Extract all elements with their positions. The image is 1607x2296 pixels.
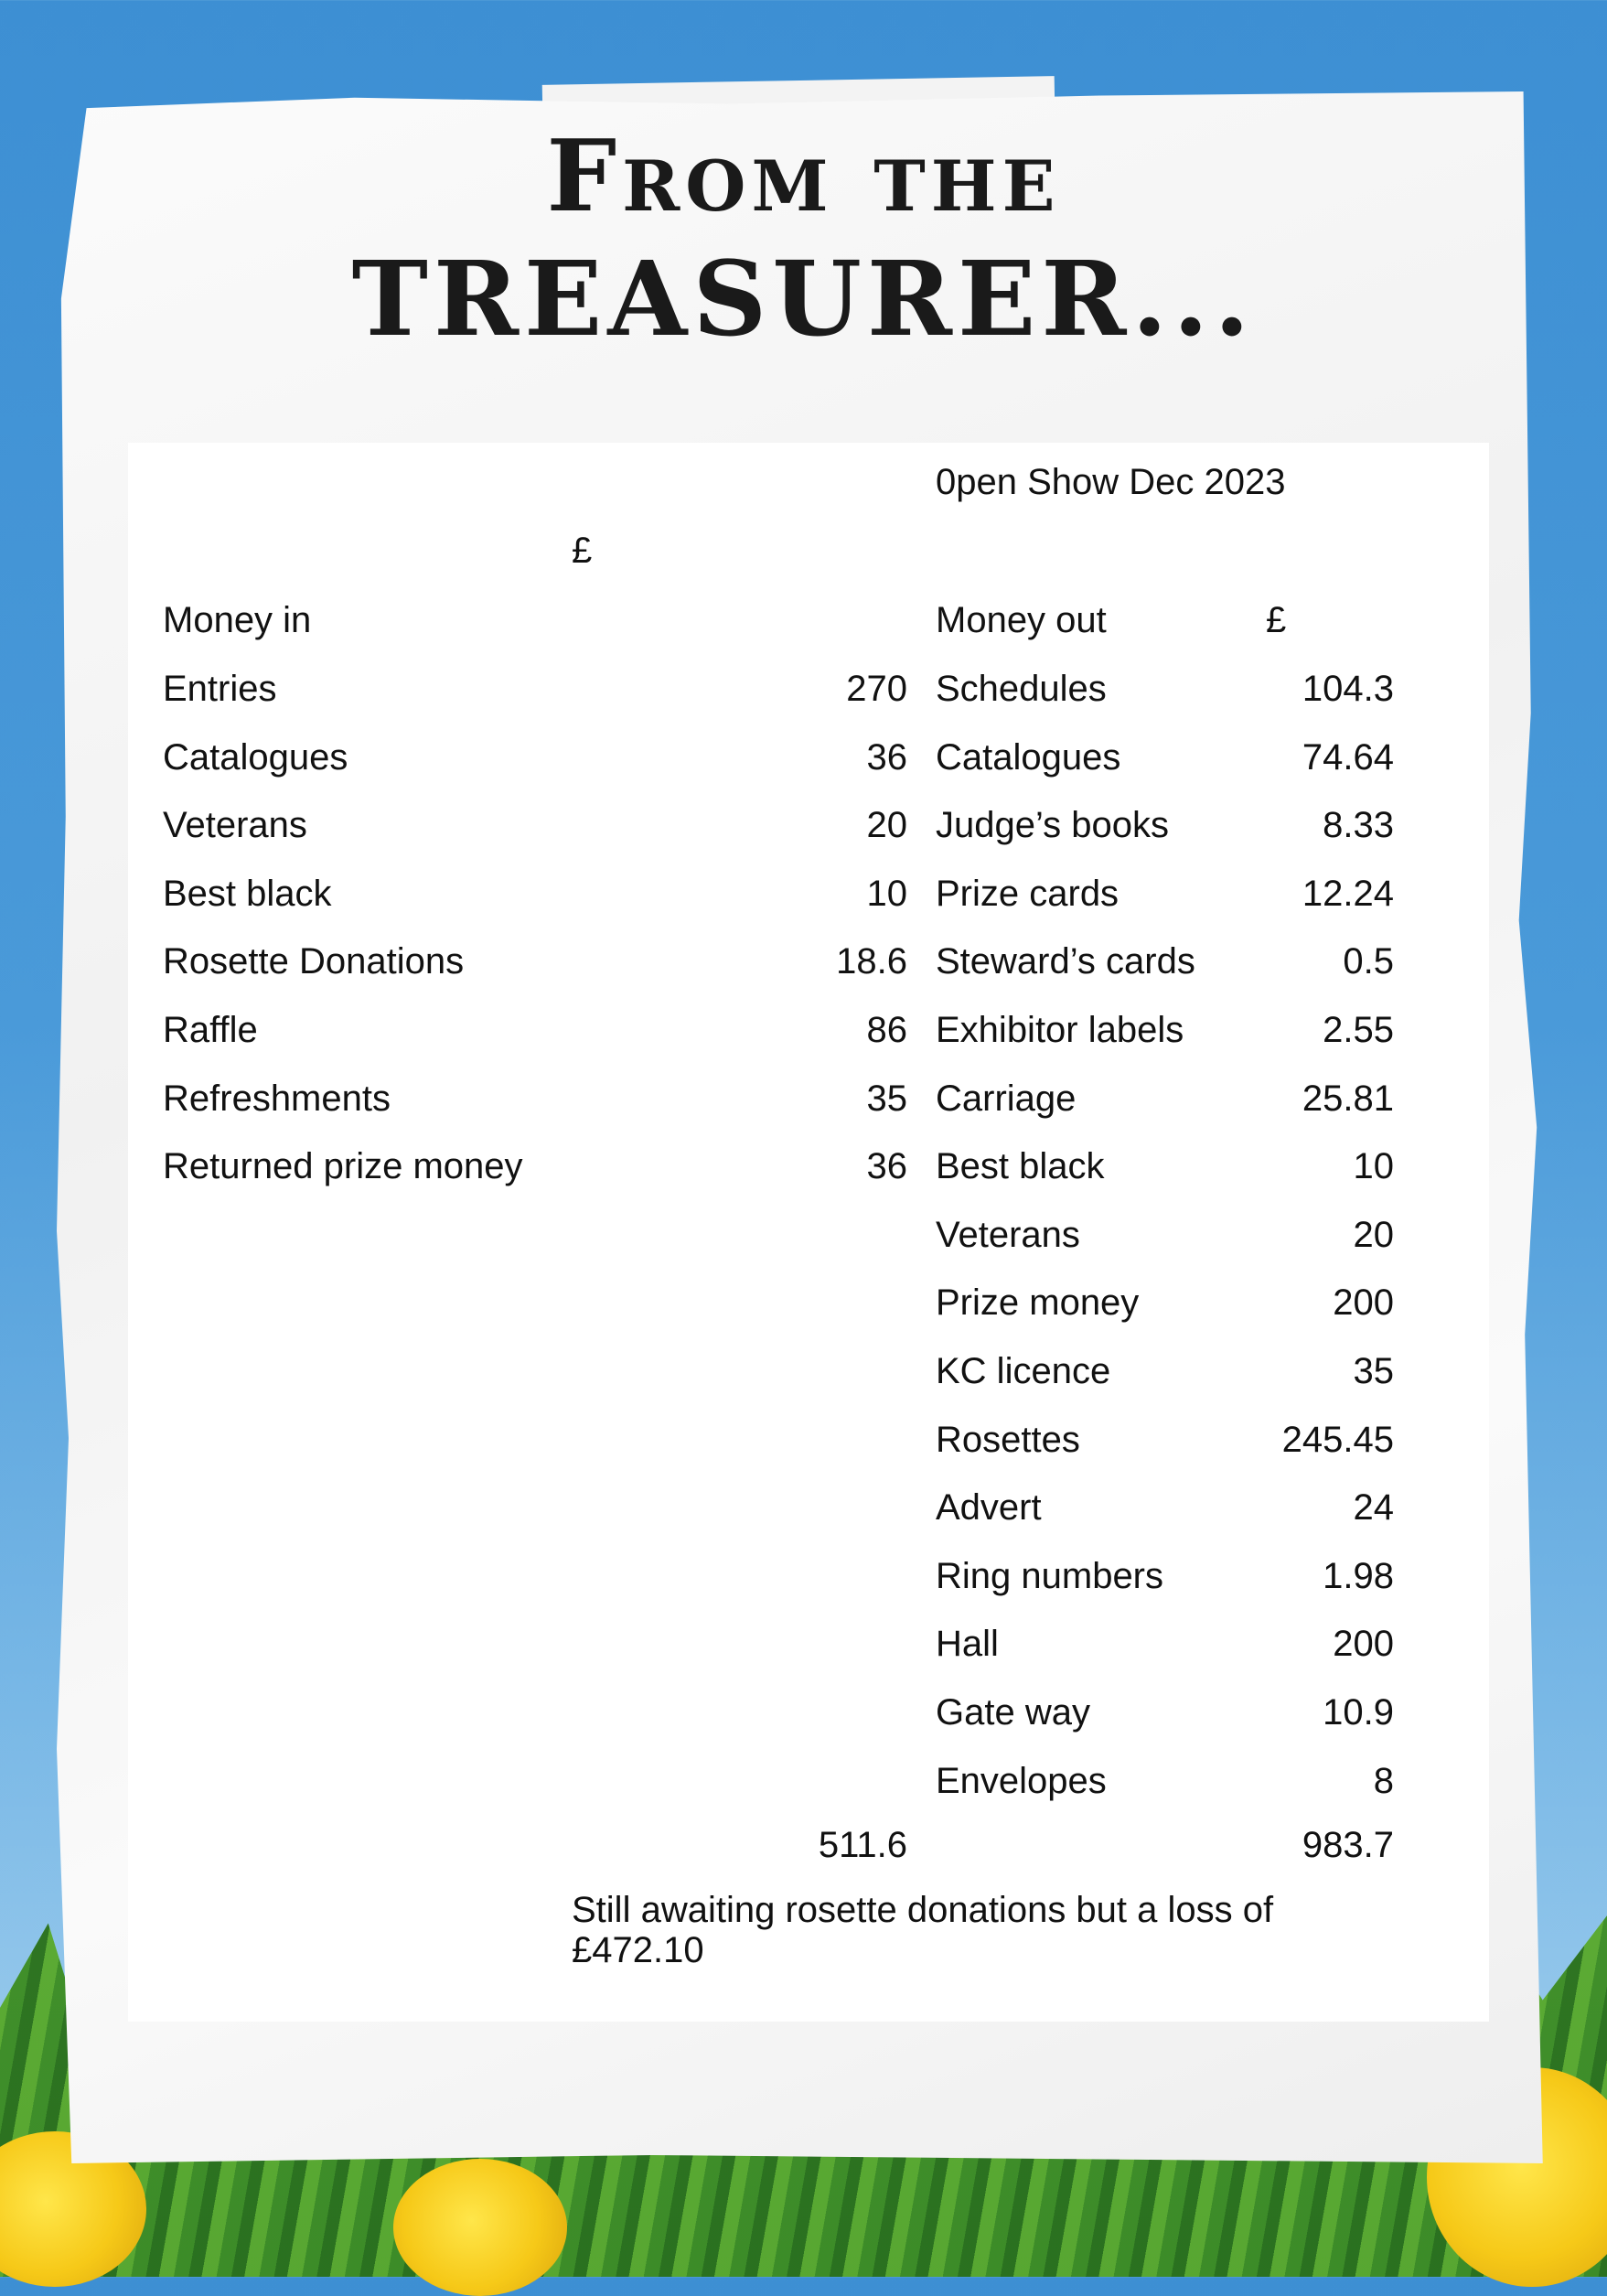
money-out-item: Hall bbox=[936, 1624, 999, 1665]
money-in-amount: 36 bbox=[866, 1146, 907, 1187]
money-out-currency: £ bbox=[1266, 600, 1287, 640]
money-out-item: Best black bbox=[936, 1146, 1105, 1187]
money-out-item: KC licence bbox=[936, 1351, 1111, 1391]
money-out-amount: 245.45 bbox=[1281, 1419, 1394, 1460]
money-in-item: Catalogues bbox=[163, 736, 348, 778]
money-out-item: Prize money bbox=[936, 1282, 1140, 1324]
money-in-item: Rosette Donations bbox=[163, 941, 465, 982]
money-out-item: Advert bbox=[936, 1487, 1042, 1529]
money-out-amount: 35 bbox=[1353, 1351, 1394, 1391]
money-out-amount: 8.33 bbox=[1323, 805, 1394, 846]
money-out-amount: 200 bbox=[1333, 1282, 1394, 1324]
money-out-amount: 8 bbox=[1373, 1760, 1394, 1801]
money-out-amount: 24 bbox=[1353, 1487, 1394, 1529]
money-out-item: Prize cards bbox=[936, 873, 1120, 914]
money-in-total: 511.6 bbox=[818, 1825, 907, 1865]
money-out-total: 983.7 bbox=[1302, 1825, 1394, 1865]
money-out-amount: 74.64 bbox=[1302, 736, 1394, 778]
money-out-item: Schedules bbox=[936, 669, 1107, 709]
money-in-item: Raffle bbox=[163, 1010, 258, 1050]
money-in-item: Returned prize money bbox=[163, 1146, 523, 1187]
money-out-amount: 25.81 bbox=[1302, 1078, 1394, 1119]
statement-heading: 0pen Show Dec 2023 bbox=[936, 462, 1286, 502]
money-out-item: Envelopes bbox=[936, 1760, 1107, 1801]
loss-note: Still awaiting rosette donations but a loss of £472.10 bbox=[572, 1890, 1274, 1970]
money-out-amount: 1.98 bbox=[1323, 1555, 1394, 1596]
money-in-amount: 86 bbox=[866, 1010, 907, 1050]
money-out-item: Steward’s cards bbox=[936, 941, 1195, 982]
money-out-item: Ring numbers bbox=[936, 1555, 1164, 1596]
money-out-amount: 10.9 bbox=[1323, 1692, 1394, 1733]
money-in-currency: £ bbox=[572, 531, 593, 571]
money-out-amount: 20 bbox=[1353, 1214, 1394, 1255]
money-in-item: Best black bbox=[163, 873, 332, 914]
money-out-amount: 2.55 bbox=[1323, 1010, 1394, 1050]
money-in-amount: 270 bbox=[846, 669, 907, 709]
money-in-item: Entries bbox=[163, 669, 277, 709]
money-out-item: Gate way bbox=[936, 1692, 1090, 1733]
money-in-amount: 20 bbox=[866, 805, 907, 846]
money-in-item: Refreshments bbox=[163, 1078, 391, 1119]
money-out-item: Carriage bbox=[936, 1078, 1077, 1119]
money-in-amount: 10 bbox=[866, 873, 907, 914]
money-in-amount: 36 bbox=[866, 736, 907, 778]
money-out-amount: 200 bbox=[1333, 1624, 1394, 1665]
money-out-amount: 12.24 bbox=[1302, 873, 1394, 914]
money-out-item: Veterans bbox=[936, 1214, 1080, 1255]
money-out-item: Catalogues bbox=[936, 736, 1121, 778]
money-out-amount: 10 bbox=[1353, 1146, 1394, 1187]
money-in-amount: 35 bbox=[866, 1078, 907, 1119]
money-out-header: Money out bbox=[936, 600, 1107, 640]
page-title-line-2: TREASURER... bbox=[351, 240, 1256, 359]
money-out-item: Exhibitor labels bbox=[936, 1010, 1184, 1050]
money-in-header: Money in bbox=[163, 600, 312, 640]
money-out-item: Judge’s books bbox=[936, 805, 1169, 846]
money-out-item: Rosettes bbox=[936, 1419, 1080, 1460]
money-in-amount: 18.6 bbox=[836, 941, 907, 982]
daffodil-flower bbox=[393, 2159, 567, 2296]
money-out-amount: 104.3 bbox=[1302, 669, 1394, 709]
money-out-amount: 0.5 bbox=[1343, 941, 1394, 982]
page-title-line-1: From the bbox=[546, 119, 1061, 234]
money-in-item: Veterans bbox=[163, 805, 307, 846]
